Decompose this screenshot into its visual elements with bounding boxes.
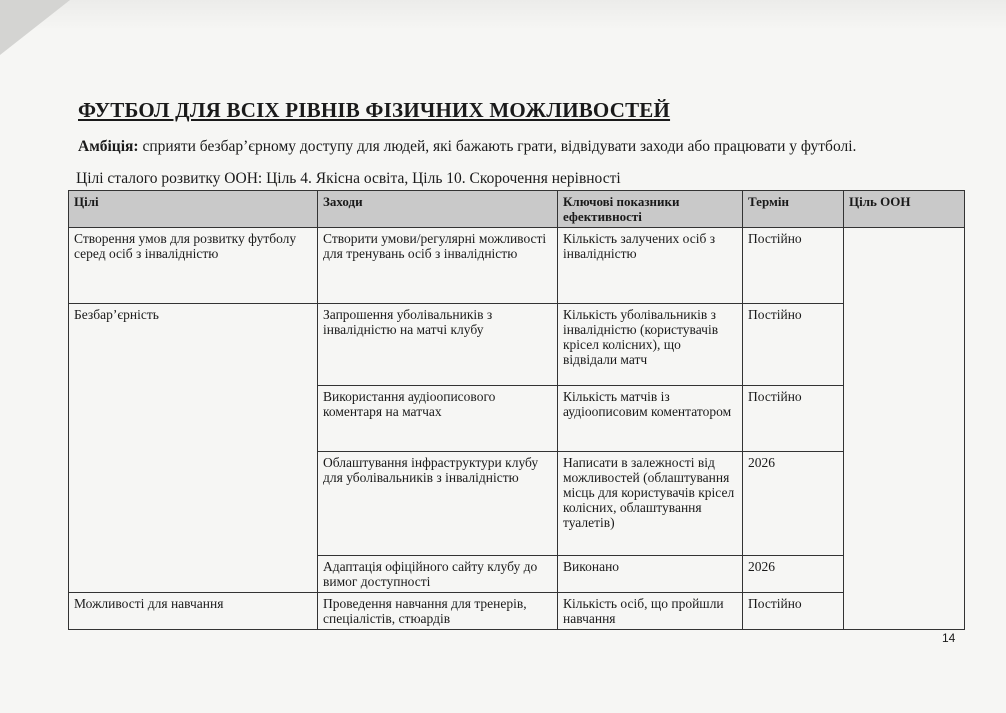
ambition-label: Амбіція: (78, 138, 139, 155)
table-row (69, 228, 965, 304)
goal-cell: Створення умов для розвитку футболу серед осіб з інвалідністю (69, 228, 318, 304)
measure-cell: Створити умови/регулярні можливості для тренувань осіб з інвалідністю (318, 228, 558, 304)
measure-cell: Проведення навчання для тренерів, спеціалістів, стюардів (318, 593, 558, 630)
measure-cell: Запрошення уболівальників з інвалідністю на матчі клубу (318, 304, 558, 386)
term-cell: 2026 (743, 556, 844, 593)
term-cell: Постійно (743, 593, 844, 630)
term-cell: Постійно (743, 228, 844, 304)
measure-cell: Використання аудіоописового коментаря на матчах (318, 386, 558, 452)
measure-cell: Адаптація офіційного сайту клубу до вимог доступності (318, 556, 558, 593)
term-cell: Постійно (743, 386, 844, 452)
term-cell: Постійно (743, 304, 844, 386)
sdg-line: Цілі сталого розвитку ООН: Ціль 4. Якісна освіта, Ціль 10. Скорочення нерівності (76, 170, 621, 187)
kpi-cell: Написати в залежності від можливостей (облаштування місць для користувачів крісел колісних, облаштування туалетів) (558, 452, 743, 556)
header-goals: Цілі (69, 191, 318, 228)
ambition-paragraph (78, 138, 856, 156)
header-term: Термін (743, 191, 844, 228)
measure-cell: Облаштування інфраструктури клубу для уболівальників з інвалідністю (318, 452, 558, 556)
kpi-cell: Кількість осіб, що пройшли навчання (558, 593, 743, 630)
goal-cell: Безбар’єрність (69, 304, 318, 593)
goal-cell: Можливості для навчання (69, 593, 318, 630)
header-measures: Заходи (318, 191, 558, 228)
goals-table (68, 190, 965, 630)
un-goal-cell (844, 228, 965, 630)
kpi-cell: Виконано (558, 556, 743, 593)
kpi-cell: Кількість матчів із аудіоописовим коментатором (558, 386, 743, 452)
kpi-cell: Кількість залучених осіб з інвалідністю (558, 228, 743, 304)
header-un-goal: Ціль ООН (844, 191, 965, 228)
page-title: ФУТБОЛ ДЛЯ ВСІХ РІВНІВ ФІЗИЧНИХ МОЖЛИВОСТЕЙ (78, 98, 671, 122)
ambition-text: сприяти безбар’єрному доступу для людей, які бажають грати, відвідувати заходи або працювати у футболі. (138, 138, 857, 155)
table-row (69, 593, 965, 630)
header-kpi: Ключові показники ефективності (558, 191, 743, 228)
table-row (69, 304, 965, 386)
term-cell: 2026 (743, 452, 844, 556)
kpi-cell: Кількість уболівальників з інвалідністю (користувачів крісел колісних), що відвідали матч (558, 304, 743, 386)
table-header-row (69, 191, 965, 228)
page-number: 14 (942, 631, 956, 645)
